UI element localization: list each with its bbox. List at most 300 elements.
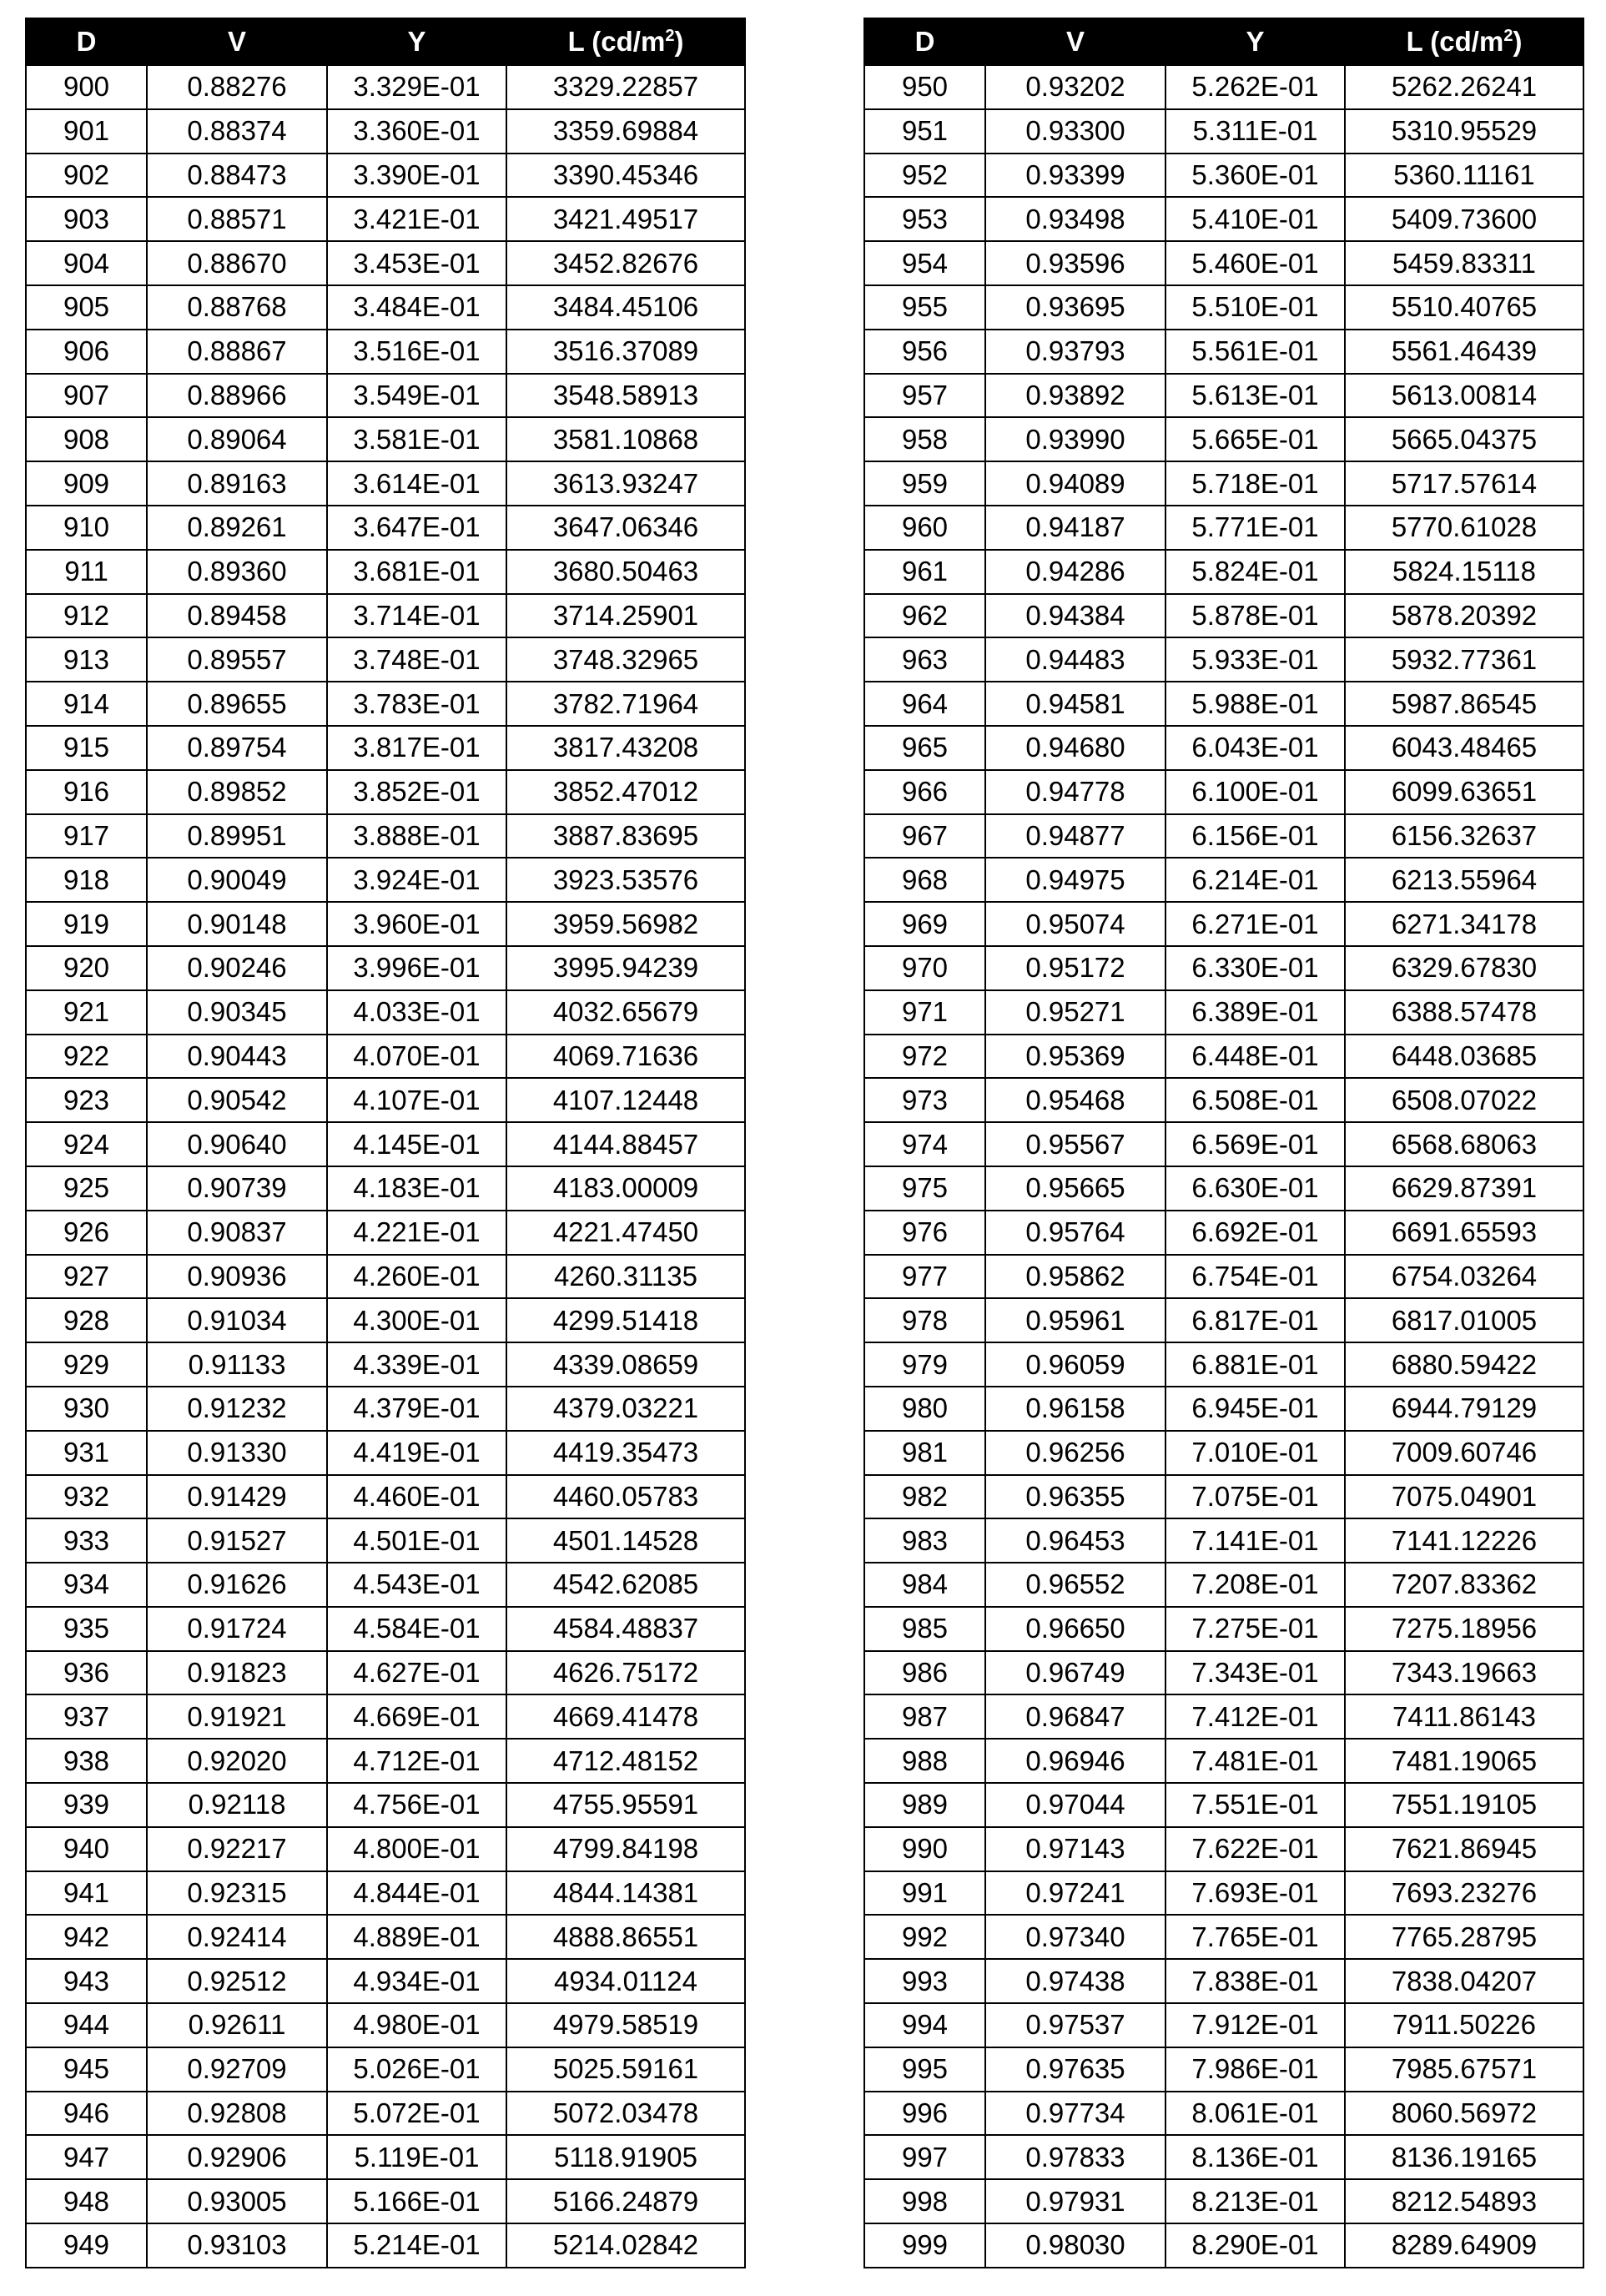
- table-row: [864, 1607, 1583, 1651]
- cell-y: 4.980E-01: [327, 2003, 506, 2047]
- cell-v: 0.90936: [147, 1255, 327, 1299]
- cell-d: 956: [864, 330, 985, 374]
- cell-y: 6.692E-01: [1165, 1211, 1345, 1255]
- table-row: [26, 1387, 745, 1431]
- cell-l: 7838.04207: [1345, 1959, 1583, 2003]
- cell-v: 0.90837: [147, 1211, 327, 1255]
- table-row: [864, 2003, 1583, 2047]
- header-l-close: ): [1513, 26, 1522, 57]
- cell-d: 910: [26, 506, 147, 550]
- cell-y: 5.718E-01: [1165, 461, 1345, 506]
- cell-d: 958: [864, 417, 985, 461]
- cell-v: 0.90345: [147, 990, 327, 1035]
- table-row: [864, 726, 1583, 770]
- table-row: [26, 2135, 745, 2179]
- cell-v: 0.95961: [985, 1298, 1165, 1342]
- table-row: [26, 285, 745, 330]
- cell-v: 0.92611: [147, 2003, 327, 2047]
- cell-l: 4419.35473: [506, 1431, 745, 1475]
- cell-l: 5262.26241: [1345, 65, 1583, 109]
- cell-l: 4799.84198: [506, 1827, 745, 1871]
- cell-d: 906: [26, 330, 147, 374]
- cell-d: 974: [864, 1122, 985, 1166]
- cell-l: 6448.03685: [1345, 1035, 1583, 1079]
- cell-v: 0.97833: [985, 2135, 1165, 2179]
- table-row: [864, 990, 1583, 1035]
- table-row: [26, 1959, 745, 2003]
- cell-d: 922: [26, 1035, 147, 1079]
- cell-v: 0.97931: [985, 2179, 1165, 2223]
- cell-d: 923: [26, 1078, 147, 1122]
- cell-y: 6.156E-01: [1165, 814, 1345, 858]
- table-row: [26, 990, 745, 1035]
- header-d: D: [26, 18, 147, 65]
- cell-d: 931: [26, 1431, 147, 1475]
- cell-d: 985: [864, 1607, 985, 1651]
- table-row: [864, 1475, 1583, 1519]
- cell-y: 4.260E-01: [327, 1255, 506, 1299]
- cell-d: 935: [26, 1607, 147, 1651]
- table-row: [864, 637, 1583, 682]
- cell-v: 0.94089: [985, 461, 1165, 506]
- cell-y: 5.262E-01: [1165, 65, 1345, 109]
- cell-y: 6.330E-01: [1165, 946, 1345, 990]
- luminance-table-right: [863, 18, 1584, 2268]
- cell-y: 5.613E-01: [1165, 374, 1345, 418]
- cell-v: 0.88670: [147, 241, 327, 285]
- cell-y: 8.213E-01: [1165, 2179, 1345, 2223]
- cell-v: 0.89655: [147, 682, 327, 726]
- cell-d: 926: [26, 1211, 147, 1255]
- cell-y: 3.783E-01: [327, 682, 506, 726]
- cell-d: 909: [26, 461, 147, 506]
- cell-d: 912: [26, 594, 147, 638]
- cell-v: 0.93103: [147, 2223, 327, 2268]
- cell-y: 4.033E-01: [327, 990, 506, 1035]
- cell-y: 7.622E-01: [1165, 1827, 1345, 1871]
- cell-l: 6329.67830: [1345, 946, 1583, 990]
- table-row: [864, 285, 1583, 330]
- header-l-close: ): [674, 26, 683, 57]
- cell-d: 939: [26, 1783, 147, 1827]
- table-row: [26, 1035, 745, 1079]
- cell-v: 0.94975: [985, 858, 1165, 902]
- cell-d: 992: [864, 1915, 985, 1959]
- cell-d: 943: [26, 1959, 147, 2003]
- cell-d: 908: [26, 417, 147, 461]
- cell-v: 0.91133: [147, 1342, 327, 1387]
- cell-l: 4260.31135: [506, 1255, 745, 1299]
- table-row: [864, 2092, 1583, 2136]
- cell-y: 6.630E-01: [1165, 1166, 1345, 1211]
- cell-d: 995: [864, 2047, 985, 2092]
- cell-y: 6.214E-01: [1165, 858, 1345, 902]
- cell-y: 5.460E-01: [1165, 241, 1345, 285]
- table-row: [26, 770, 745, 814]
- cell-y: 8.061E-01: [1165, 2092, 1345, 2136]
- cell-v: 0.90148: [147, 902, 327, 946]
- cell-d: 949: [26, 2223, 147, 2268]
- cell-v: 0.93892: [985, 374, 1165, 418]
- cell-v: 0.93202: [985, 65, 1165, 109]
- cell-y: 3.329E-01: [327, 65, 506, 109]
- cell-d: 913: [26, 637, 147, 682]
- cell-y: 3.453E-01: [327, 241, 506, 285]
- cell-d: 952: [864, 154, 985, 198]
- table-row: [26, 1475, 745, 1519]
- cell-v: 0.90640: [147, 1122, 327, 1166]
- cell-l: 3852.47012: [506, 770, 745, 814]
- cell-y: 3.748E-01: [327, 637, 506, 682]
- cell-y: 4.145E-01: [327, 1122, 506, 1166]
- table-row: [864, 858, 1583, 902]
- table-row: [864, 2223, 1583, 2268]
- cell-v: 0.96355: [985, 1475, 1165, 1519]
- table-row: [26, 550, 745, 594]
- cell-y: 5.561E-01: [1165, 330, 1345, 374]
- cell-v: 0.91527: [147, 1518, 327, 1563]
- table-row: [26, 1694, 745, 1739]
- table-row: [864, 1739, 1583, 1783]
- cell-v: 0.97635: [985, 2047, 1165, 2092]
- cell-y: 4.379E-01: [327, 1387, 506, 1431]
- header-l: [506, 18, 745, 65]
- table-row: [26, 2092, 745, 2136]
- cell-d: 976: [864, 1211, 985, 1255]
- table-row: [26, 506, 745, 550]
- table-row: [864, 1871, 1583, 1916]
- table-row: [26, 1871, 745, 1916]
- cell-v: 0.96453: [985, 1518, 1165, 1563]
- cell-y: 5.119E-01: [327, 2135, 506, 2179]
- cell-d: 986: [864, 1651, 985, 1695]
- cell-l: 5932.77361: [1345, 637, 1583, 682]
- table-row: [26, 1078, 745, 1122]
- cell-v: 0.89360: [147, 550, 327, 594]
- header-l: [1345, 18, 1583, 65]
- cell-d: 907: [26, 374, 147, 418]
- cell-y: 3.714E-01: [327, 594, 506, 638]
- cell-d: 978: [864, 1298, 985, 1342]
- cell-d: 927: [26, 1255, 147, 1299]
- cell-l: 7343.19663: [1345, 1651, 1583, 1695]
- table-row: [26, 858, 745, 902]
- table-row: [26, 154, 745, 198]
- table-row: [864, 682, 1583, 726]
- cell-l: 7693.23276: [1345, 1871, 1583, 1916]
- cell-d: 975: [864, 1166, 985, 1211]
- cell-l: 5360.11161: [1345, 154, 1583, 198]
- cell-v: 0.97537: [985, 2003, 1165, 2047]
- cell-y: 4.889E-01: [327, 1915, 506, 1959]
- cell-y: 4.543E-01: [327, 1563, 506, 1607]
- cell-y: 6.881E-01: [1165, 1342, 1345, 1387]
- table-header: [26, 18, 745, 65]
- table-row: [864, 1431, 1583, 1475]
- table-row: [864, 461, 1583, 506]
- cell-l: 4669.41478: [506, 1694, 745, 1739]
- cell-y: 4.107E-01: [327, 1078, 506, 1122]
- table-row: [864, 1387, 1583, 1431]
- cell-d: 951: [864, 109, 985, 154]
- table-row: [26, 1298, 745, 1342]
- table-row: [864, 330, 1583, 374]
- cell-l: 5214.02842: [506, 2223, 745, 2268]
- table-row: [26, 241, 745, 285]
- table-row: [864, 1298, 1583, 1342]
- cell-l: 3817.43208: [506, 726, 745, 770]
- cell-l: 6508.07022: [1345, 1078, 1583, 1122]
- table-row: [26, 109, 745, 154]
- cell-y: 7.141E-01: [1165, 1518, 1345, 1563]
- cell-y: 7.551E-01: [1165, 1783, 1345, 1827]
- cell-v: 0.92315: [147, 1871, 327, 1916]
- cell-y: 5.824E-01: [1165, 550, 1345, 594]
- cell-v: 0.92020: [147, 1739, 327, 1783]
- header-l-superscript: 2: [665, 27, 674, 45]
- cell-v: 0.92118: [147, 1783, 327, 1827]
- header-d: D: [864, 18, 985, 65]
- cell-y: 6.271E-01: [1165, 902, 1345, 946]
- cell-v: 0.92217: [147, 1827, 327, 1871]
- cell-l: 8289.64909: [1345, 2223, 1583, 2268]
- cell-v: 0.97734: [985, 2092, 1165, 2136]
- cell-l: 5561.46439: [1345, 330, 1583, 374]
- cell-y: 4.627E-01: [327, 1651, 506, 1695]
- table-row: [864, 1255, 1583, 1299]
- cell-l: 3995.94239: [506, 946, 745, 990]
- cell-l: 6043.48465: [1345, 726, 1583, 770]
- cell-y: 6.389E-01: [1165, 990, 1345, 1035]
- table-row: [864, 1827, 1583, 1871]
- cell-l: 3548.58913: [506, 374, 745, 418]
- cell-v: 0.91330: [147, 1431, 327, 1475]
- cell-y: 4.300E-01: [327, 1298, 506, 1342]
- table-row: [864, 154, 1583, 198]
- cell-v: 0.91724: [147, 1607, 327, 1651]
- cell-d: 962: [864, 594, 985, 638]
- cell-y: 4.669E-01: [327, 1694, 506, 1739]
- cell-y: 7.481E-01: [1165, 1739, 1345, 1783]
- table-row: [864, 1035, 1583, 1079]
- cell-y: 7.275E-01: [1165, 1607, 1345, 1651]
- cell-v: 0.93793: [985, 330, 1165, 374]
- cell-d: 932: [26, 1475, 147, 1519]
- cell-d: 959: [864, 461, 985, 506]
- cell-y: 4.221E-01: [327, 1211, 506, 1255]
- cell-v: 0.97438: [985, 1959, 1165, 2003]
- table-row: [864, 197, 1583, 241]
- cell-d: 960: [864, 506, 985, 550]
- cell-l: 7551.19105: [1345, 1783, 1583, 1827]
- cell-y: 6.945E-01: [1165, 1387, 1345, 1431]
- table-row: [864, 1783, 1583, 1827]
- cell-d: 946: [26, 2092, 147, 2136]
- table-row: [26, 417, 745, 461]
- cell-l: 4144.88457: [506, 1122, 745, 1166]
- cell-l: 5310.95529: [1345, 109, 1583, 154]
- cell-d: 934: [26, 1563, 147, 1607]
- cell-d: 936: [26, 1651, 147, 1695]
- cell-d: 966: [864, 770, 985, 814]
- cell-y: 4.339E-01: [327, 1342, 506, 1387]
- cell-v: 0.88473: [147, 154, 327, 198]
- table-row: [26, 330, 745, 374]
- cell-v: 0.93005: [147, 2179, 327, 2223]
- cell-y: 3.549E-01: [327, 374, 506, 418]
- table-row: [864, 241, 1583, 285]
- cell-v: 0.96946: [985, 1739, 1165, 1783]
- table-row: [864, 2047, 1583, 2092]
- cell-y: 4.712E-01: [327, 1739, 506, 1783]
- cell-l: 4934.01124: [506, 1959, 745, 2003]
- cell-d: 920: [26, 946, 147, 990]
- cell-v: 0.97241: [985, 1871, 1165, 1916]
- cell-l: 3390.45346: [506, 154, 745, 198]
- table-row: [26, 726, 745, 770]
- cell-d: 933: [26, 1518, 147, 1563]
- cell-d: 999: [864, 2223, 985, 2268]
- cell-l: 8060.56972: [1345, 2092, 1583, 2136]
- cell-y: 3.647E-01: [327, 506, 506, 550]
- cell-l: 6817.01005: [1345, 1298, 1583, 1342]
- cell-d: 945: [26, 2047, 147, 2092]
- table-row: [864, 2135, 1583, 2179]
- cell-y: 7.986E-01: [1165, 2047, 1345, 2092]
- cell-d: 950: [864, 65, 985, 109]
- table-row: [864, 1122, 1583, 1166]
- cell-l: 3680.50463: [506, 550, 745, 594]
- cell-v: 0.88374: [147, 109, 327, 154]
- cell-d: 953: [864, 197, 985, 241]
- cell-d: 916: [26, 770, 147, 814]
- table-row: [26, 2179, 745, 2223]
- table-row: [864, 550, 1583, 594]
- cell-l: 6568.68063: [1345, 1122, 1583, 1166]
- cell-y: 7.912E-01: [1165, 2003, 1345, 2047]
- cell-v: 0.90246: [147, 946, 327, 990]
- cell-v: 0.92512: [147, 1959, 327, 2003]
- table-row: [26, 374, 745, 418]
- table-row: [864, 902, 1583, 946]
- cell-d: 969: [864, 902, 985, 946]
- table-row: [26, 1783, 745, 1827]
- cell-y: 5.510E-01: [1165, 285, 1345, 330]
- cell-y: 3.516E-01: [327, 330, 506, 374]
- cell-d: 937: [26, 1694, 147, 1739]
- cell-v: 0.96158: [985, 1387, 1165, 1431]
- cell-d: 900: [26, 65, 147, 109]
- cell-l: 4979.58519: [506, 2003, 745, 2047]
- cell-v: 0.88966: [147, 374, 327, 418]
- cell-d: 996: [864, 2092, 985, 2136]
- cell-d: 957: [864, 374, 985, 418]
- cell-d: 994: [864, 2003, 985, 2047]
- table-row: [26, 1915, 745, 1959]
- cell-d: 993: [864, 1959, 985, 2003]
- cell-l: 3484.45106: [506, 285, 745, 330]
- cell-y: 3.852E-01: [327, 770, 506, 814]
- cell-l: 7481.19065: [1345, 1739, 1583, 1783]
- cell-d: 914: [26, 682, 147, 726]
- cell-l: 5824.15118: [1345, 550, 1583, 594]
- cell-l: 5770.61028: [1345, 506, 1583, 550]
- cell-y: 6.817E-01: [1165, 1298, 1345, 1342]
- cell-l: 4379.03221: [506, 1387, 745, 1431]
- cell-l: 3923.53576: [506, 858, 745, 902]
- cell-l: 4107.12448: [506, 1078, 745, 1122]
- cell-l: 4460.05783: [506, 1475, 745, 1519]
- table-row: [26, 1122, 745, 1166]
- cell-d: 942: [26, 1915, 147, 1959]
- table-row: [26, 2003, 745, 2047]
- cell-l: 5987.86545: [1345, 682, 1583, 726]
- cell-y: 7.343E-01: [1165, 1651, 1345, 1695]
- cell-d: 944: [26, 2003, 147, 2047]
- cell-d: 983: [864, 1518, 985, 1563]
- cell-y: 4.501E-01: [327, 1518, 506, 1563]
- cell-l: 3714.25901: [506, 594, 745, 638]
- cell-d: 954: [864, 241, 985, 285]
- table-row: [26, 637, 745, 682]
- luminance-table-left: [25, 18, 746, 2268]
- table-row: [864, 1915, 1583, 1959]
- cell-d: 924: [26, 1122, 147, 1166]
- table-row: [26, 1342, 745, 1387]
- cell-v: 0.94384: [985, 594, 1165, 638]
- table-row: [26, 1518, 745, 1563]
- header-v: V: [985, 18, 1165, 65]
- cell-y: 8.290E-01: [1165, 2223, 1345, 2268]
- cell-d: 938: [26, 1739, 147, 1783]
- cell-y: 3.681E-01: [327, 550, 506, 594]
- cell-y: 6.043E-01: [1165, 726, 1345, 770]
- cell-l: 3329.22857: [506, 65, 745, 109]
- cell-l: 3359.69884: [506, 109, 745, 154]
- cell-v: 0.88571: [147, 197, 327, 241]
- cell-v: 0.91823: [147, 1651, 327, 1695]
- cell-d: 915: [26, 726, 147, 770]
- cell-d: 987: [864, 1694, 985, 1739]
- cell-l: 5409.73600: [1345, 197, 1583, 241]
- cell-d: 998: [864, 2179, 985, 2223]
- cell-l: 6629.87391: [1345, 1166, 1583, 1211]
- cell-v: 0.92414: [147, 1915, 327, 1959]
- cell-v: 0.89754: [147, 726, 327, 770]
- cell-v: 0.97340: [985, 1915, 1165, 1959]
- cell-d: 955: [864, 285, 985, 330]
- table-row: [26, 2223, 745, 2268]
- cell-y: 5.988E-01: [1165, 682, 1345, 726]
- cell-l: 6754.03264: [1345, 1255, 1583, 1299]
- cell-l: 5717.57614: [1345, 461, 1583, 506]
- table-row: [864, 1959, 1583, 2003]
- cell-l: 4299.51418: [506, 1298, 745, 1342]
- table-row: [864, 1651, 1583, 1695]
- cell-l: 4712.48152: [506, 1739, 745, 1783]
- table-row: [26, 1827, 745, 1871]
- cell-v: 0.91626: [147, 1563, 327, 1607]
- cell-y: 6.569E-01: [1165, 1122, 1345, 1166]
- cell-y: 5.771E-01: [1165, 506, 1345, 550]
- cell-y: 3.581E-01: [327, 417, 506, 461]
- cell-v: 0.93695: [985, 285, 1165, 330]
- cell-l: 7141.12226: [1345, 1518, 1583, 1563]
- cell-l: 4221.47450: [506, 1211, 745, 1255]
- cell-l: 3581.10868: [506, 417, 745, 461]
- cell-y: 3.817E-01: [327, 726, 506, 770]
- cell-l: 3959.56982: [506, 902, 745, 946]
